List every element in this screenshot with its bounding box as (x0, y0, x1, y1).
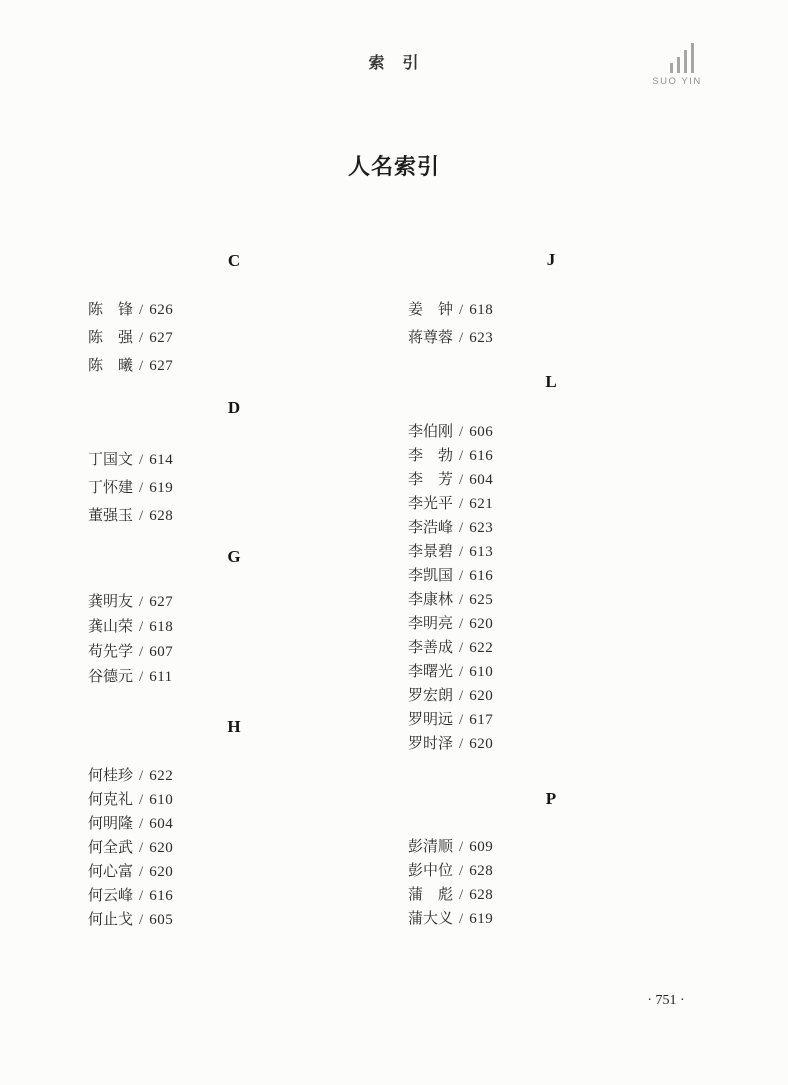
entry-page-number: 627 (149, 358, 174, 374)
entry-separator: / (459, 688, 464, 704)
index-section-h (88, 716, 380, 932)
entry-name: 李康林 (408, 592, 454, 608)
entry-name: 李 芳 (408, 472, 454, 488)
entry-name: 陈 曦 (88, 358, 134, 374)
index-entry (88, 836, 380, 860)
index-section-p (408, 788, 694, 931)
entry-page-number: 619 (149, 480, 174, 496)
page-title: 人名索引 (347, 154, 440, 179)
entry-separator: / (459, 616, 464, 632)
entry-name: 李光平 (408, 496, 454, 512)
index-section-j (408, 249, 694, 352)
entry-name: 何明隆 (88, 816, 134, 832)
index-entry (88, 884, 380, 908)
entry-page-number: 625 (469, 592, 494, 608)
index-entry (408, 907, 694, 931)
index-entry (88, 502, 380, 530)
index-section-g (88, 546, 380, 690)
entry-page-number: 606 (469, 424, 494, 440)
index-entry (408, 468, 694, 492)
entry-separator: / (459, 330, 464, 346)
entry-page-number: 616 (469, 448, 494, 464)
running-header-title: 索 引 (368, 55, 420, 72)
entry-name: 彭清顺 (408, 839, 454, 855)
section-letter: D (227, 398, 241, 417)
entry-page-number: 614 (149, 452, 174, 468)
index-entry (88, 590, 380, 615)
entry-separator: / (139, 619, 144, 635)
entry-name: 彭中位 (408, 863, 454, 879)
entry-name: 罗宏朗 (408, 688, 454, 704)
entry-separator: / (459, 424, 464, 440)
entry-name: 董强玉 (88, 508, 134, 524)
entry-separator: / (459, 839, 464, 855)
index-entry (88, 908, 380, 932)
index-entry (408, 564, 694, 588)
entry-page-number: 626 (149, 302, 174, 318)
entry-name: 何桂珍 (88, 768, 134, 784)
entry-page-number: 618 (149, 619, 174, 635)
index-entry (88, 640, 380, 665)
entry-name: 李 勃 (408, 448, 454, 464)
entry-page-number: 604 (469, 472, 494, 488)
entry-page-number: 616 (469, 568, 494, 584)
entry-name: 龚山荣 (88, 619, 134, 635)
entry-page-number: 627 (149, 594, 174, 610)
index-entry (408, 612, 694, 636)
entry-page-number: 627 (149, 330, 174, 346)
index-entry (408, 636, 694, 660)
index-entry (408, 492, 694, 516)
entry-separator: / (139, 888, 144, 904)
entry-separator: / (459, 863, 464, 879)
entry-page-number: 617 (469, 712, 494, 728)
section-letter: C (227, 251, 241, 270)
index-section-d (88, 397, 380, 530)
section-letter: H (227, 717, 241, 736)
index-entry (408, 324, 694, 352)
index-section-l (408, 371, 694, 756)
entry-list (88, 296, 380, 380)
entry-name: 龚明友 (88, 594, 134, 610)
entry-separator: / (139, 840, 144, 856)
entry-page-number: 621 (469, 496, 494, 512)
entry-separator: / (459, 302, 464, 318)
entry-separator: / (459, 640, 464, 656)
entry-name: 陈 锋 (88, 302, 134, 318)
entry-page-number: 622 (149, 768, 174, 784)
index-entry (408, 835, 694, 859)
entry-page-number: 623 (469, 520, 494, 536)
entry-list (88, 590, 380, 690)
section-letter: L (545, 372, 557, 391)
entry-list (408, 835, 694, 931)
index-entry (408, 540, 694, 564)
entry-page-number: 618 (469, 302, 494, 318)
entry-page-number: 610 (149, 792, 174, 808)
entry-separator: / (139, 644, 144, 660)
index-entry (408, 516, 694, 540)
entry-separator: / (459, 496, 464, 512)
entry-separator: / (459, 887, 464, 903)
entry-list (408, 296, 694, 352)
entry-separator: / (459, 911, 464, 927)
entry-separator: / (459, 544, 464, 560)
entry-name: 罗明远 (408, 712, 454, 728)
index-entry (88, 788, 380, 812)
logo-bars-icon (670, 42, 694, 73)
folio-page-number: · 751 · (647, 993, 685, 1008)
entry-separator: / (139, 452, 144, 468)
entry-name: 李凯国 (408, 568, 454, 584)
index-entry (408, 684, 694, 708)
entry-page-number: 619 (469, 911, 494, 927)
entry-separator: / (139, 669, 144, 685)
entry-name: 蒋尊蓉 (408, 330, 454, 346)
index-entry (88, 812, 380, 836)
index-entry (88, 860, 380, 884)
entry-separator: / (139, 792, 144, 808)
entry-name: 何全武 (88, 840, 134, 856)
entry-separator: / (459, 520, 464, 536)
entry-page-number: 609 (469, 839, 494, 855)
entry-separator: / (139, 816, 144, 832)
index-section-c (88, 250, 380, 380)
entry-page-number: 604 (149, 816, 174, 832)
entry-name: 谷德元 (88, 669, 134, 685)
index-entry (88, 615, 380, 640)
entry-page-number: 620 (469, 736, 494, 752)
entry-page-number: 622 (469, 640, 494, 656)
entry-name: 何心富 (88, 864, 134, 880)
entry-page-number: 611 (149, 669, 173, 685)
section-letter: J (546, 250, 556, 269)
entry-name: 蒲大义 (408, 911, 454, 927)
entry-name: 姜 钟 (408, 302, 454, 318)
entry-page-number: 620 (469, 616, 494, 632)
entry-name: 李曙光 (408, 664, 454, 680)
entry-name: 何云峰 (88, 888, 134, 904)
entry-name: 苟先学 (88, 644, 134, 660)
entry-page-number: 628 (469, 863, 494, 879)
suoyin-logo (647, 42, 707, 87)
entry-list (408, 420, 694, 756)
entry-page-number: 613 (469, 544, 494, 560)
section-letter: G (227, 547, 241, 566)
entry-separator: / (139, 302, 144, 318)
index-entry (88, 352, 380, 380)
entry-separator: / (139, 330, 144, 346)
entry-separator: / (139, 864, 144, 880)
entry-page-number: 620 (149, 864, 174, 880)
entry-separator: / (139, 768, 144, 784)
index-entry (408, 420, 694, 444)
entry-separator: / (139, 508, 144, 524)
index-entry (408, 883, 694, 907)
entry-name: 罗时泽 (408, 736, 454, 752)
logo-text: SUO YIN (652, 76, 702, 87)
entry-name: 李景碧 (408, 544, 454, 560)
entry-page-number: 620 (469, 688, 494, 704)
entry-name: 李明亮 (408, 616, 454, 632)
entry-separator: / (459, 664, 464, 680)
index-entry (408, 732, 694, 756)
index-entry (88, 764, 380, 788)
index-entry (88, 296, 380, 324)
entry-page-number: 623 (469, 330, 494, 346)
entry-list (88, 764, 380, 932)
entry-separator: / (459, 448, 464, 464)
entry-separator: / (459, 736, 464, 752)
entry-name: 丁怀建 (88, 480, 134, 496)
entry-list (88, 446, 380, 530)
index-entry (408, 444, 694, 468)
section-letter: P (545, 789, 557, 808)
entry-separator: / (139, 594, 144, 610)
entry-separator: / (459, 568, 464, 584)
entry-separator: / (139, 358, 144, 374)
entry-page-number: 628 (149, 508, 174, 524)
entry-separator: / (139, 480, 144, 496)
entry-page-number: 616 (149, 888, 174, 904)
index-entry (408, 859, 694, 883)
entry-name: 李浩峰 (408, 520, 454, 536)
entry-name: 李善成 (408, 640, 454, 656)
index-entry (88, 474, 380, 502)
index-entry (408, 296, 694, 324)
index-entry (408, 588, 694, 612)
entry-page-number: 610 (469, 664, 494, 680)
entry-page-number: 628 (469, 887, 494, 903)
entry-page-number: 607 (149, 644, 174, 660)
entry-separator: / (459, 712, 464, 728)
entry-name: 李伯刚 (408, 424, 454, 440)
entry-name: 何克礼 (88, 792, 134, 808)
entry-separator: / (459, 472, 464, 488)
index-entry (88, 324, 380, 352)
index-entry (88, 446, 380, 474)
entry-separator: / (139, 912, 144, 928)
entry-page-number: 620 (149, 840, 174, 856)
entry-separator: / (459, 592, 464, 608)
index-entry (408, 660, 694, 684)
index-entry (88, 665, 380, 690)
entry-name: 蒲 彪 (408, 887, 454, 903)
entry-page-number: 605 (149, 912, 174, 928)
entry-name: 丁国文 (88, 452, 134, 468)
entry-name: 陈 强 (88, 330, 134, 346)
index-entry (408, 708, 694, 732)
entry-name: 何止戈 (88, 912, 134, 928)
